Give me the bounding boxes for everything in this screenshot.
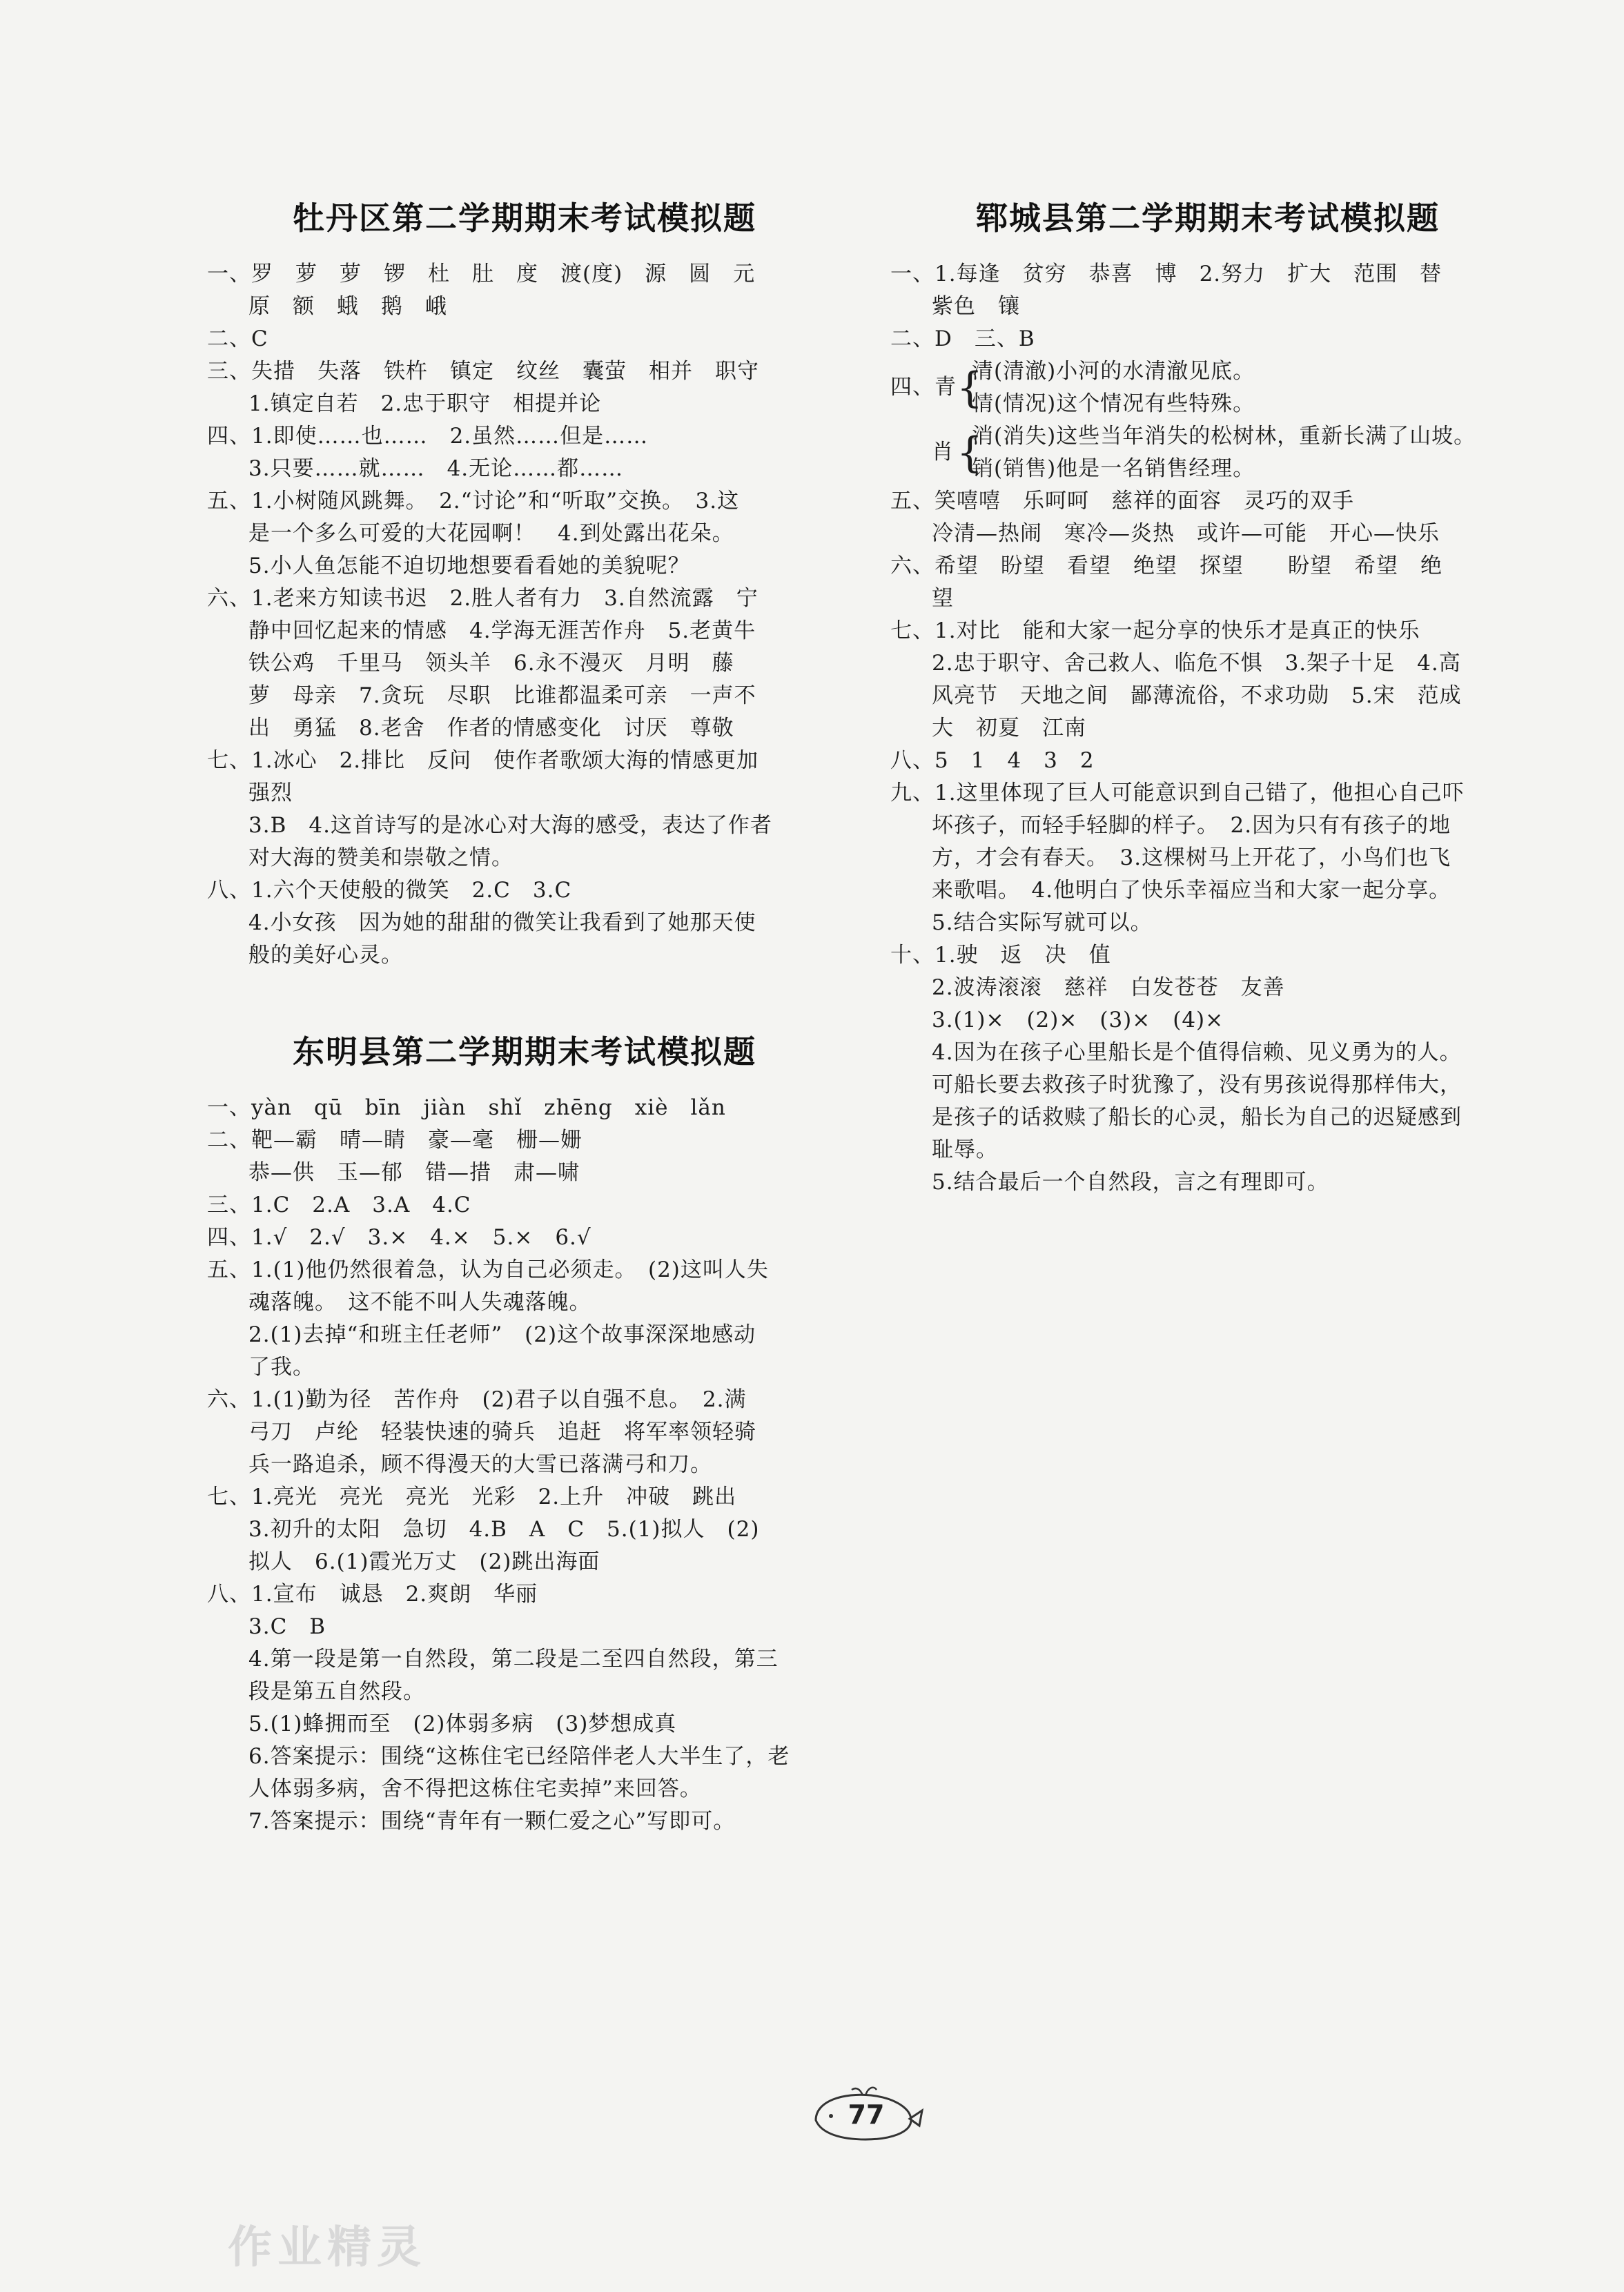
section-title: 东明县第二学期期末考试模拟题 xyxy=(293,1033,756,1070)
answer-text: 销(销售)他是一名销售经理。 xyxy=(972,456,1255,481)
answer-line: 3.B 4.这首诗写的是冰心对大海的感受，表达了作者 xyxy=(248,813,772,838)
answer-line: 十、1.驶 返 决 值 xyxy=(890,943,1111,968)
answer-line: 5.(1)蜂拥而至 (2)体弱多病 (3)梦想成真 xyxy=(248,1712,677,1736)
answer-line: 4.第一段是第一自然段，第二段是二至四自然段，第三 xyxy=(248,1647,779,1672)
answer-line: 弓刀 卢纶 轻装快速的骑兵 追赶 将军率领轻骑 xyxy=(248,1420,756,1444)
answer-line xyxy=(890,355,1525,420)
brace-icon: { xyxy=(957,364,984,412)
answer-line: 四、1.√ 2.√ 3.× 4.× 5.× 6.√ xyxy=(207,1225,591,1250)
answer-line: 出 勇猛 8.老舍 作者的情感变化 讨厌 尊敬 xyxy=(248,716,734,741)
answer-line: 来歌唱。 4.他明白了快乐幸福应当和大家一起分享。 xyxy=(932,878,1451,903)
answer-line: 7.答案提示：围绕“青年有一颗仁爱之心”写即可。 xyxy=(248,1809,736,1834)
answer-line: 六、1.老来方知读书迟 2.胜人者有力 3.自然流露 宁 xyxy=(207,586,759,611)
answer-line: 大 初夏 江南 xyxy=(932,716,1086,741)
section-lines xyxy=(207,258,842,972)
answer-line: 1.镇定自若 2.忠于职守 相提并论 xyxy=(248,391,602,416)
answer-line: 坏孩子，而轻手轻脚的样子。 2.因为只有有孩子的地 xyxy=(932,813,1451,838)
question-label: 肖 xyxy=(932,440,954,464)
answer-text: 情(情况)这个情况有些特殊。 xyxy=(972,391,1255,416)
answer-line: 3.初升的太阳 急切 4.B A C 5.(1)拟人 (2) xyxy=(248,1517,760,1542)
answer-line: 对大海的赞美和崇敬之情。 xyxy=(248,845,513,870)
answer-line: 5.小人鱼怎能不迫切地想要看看她的美貌呢？ xyxy=(248,554,690,578)
section-lines xyxy=(890,258,1525,355)
answer-line: 冷清—热闹 寒冷—炎热 或许—可能 开心—快乐 xyxy=(932,521,1440,546)
answer-line: 五、1.小树随风跳舞。 2.“讨论”和“听取”交换。 3.这 xyxy=(207,489,740,513)
right-column xyxy=(890,193,1525,1199)
answer-line: 可船长要去救孩子时犹豫了，没有男孩说得那样伟大， xyxy=(932,1072,1462,1097)
answer-line: 二、C xyxy=(207,326,268,351)
section-title: 牡丹区第二学期期末考试模拟题 xyxy=(293,199,756,237)
answer-line: 风亮节 天地之间 鄙薄流俗，不求功勋 5.宋 范成 xyxy=(932,683,1462,708)
answer-line: 六、希望 盼望 看望 绝望 探望 盼望 希望 绝 xyxy=(890,554,1442,578)
answer-line: 3.(1)× (2)× (3)× (4)× xyxy=(932,1008,1224,1032)
answer-line: 望 xyxy=(932,586,954,611)
answer-line: 铁公鸡 千里马 领头羊 6.永不漫灭 月明 藤 xyxy=(248,651,734,676)
answer-line: 魂落魄。 这不能不叫人失魂落魄。 xyxy=(248,1290,591,1315)
answer-line: 强烈 xyxy=(248,781,293,805)
answer-line: 静中回忆起来的情感 4.学海无涯苦作舟 5.老黄牛 xyxy=(248,618,756,643)
section-dongming xyxy=(207,1027,842,1838)
answer-line: 二、D 三、B xyxy=(890,326,1035,351)
left-column xyxy=(207,193,842,1838)
question-four-group xyxy=(890,355,1525,485)
answer-line: 三、1.C 2.A 3.A 4.C xyxy=(207,1193,471,1217)
section-title: 郓城县第二学期期末考试模拟题 xyxy=(976,199,1440,237)
answer-line: 七、1.对比 能和大家一起分享的快乐才是真正的快乐 xyxy=(890,618,1420,643)
answer-line: 二、靶—霸 晴—睛 豪—毫 栅—姗 xyxy=(207,1128,583,1153)
answer-text: 清(清澈)小河的水清澈见底。 xyxy=(972,359,1255,384)
answer-line: 4.小女孩 因为她的甜甜的微笑让我看到了她那天使 xyxy=(248,910,756,935)
answer-line: 八、1.宣布 诚恳 2.爽朗 华丽 xyxy=(207,1582,538,1607)
answer-text: 消(消失)这些当年消失的松树林，重新长满了山坡。 xyxy=(972,424,1476,449)
section-lines xyxy=(890,485,1525,1199)
answer-line: 八、5 1 4 3 2 xyxy=(890,748,1095,773)
answer-line: 九、1.这里体现了巨人可能意识到自己错了，他担心自己吓 xyxy=(890,781,1465,805)
answer-line: 3.C B xyxy=(248,1614,326,1639)
answer-line: 兵一路追杀，顾不得漫天的大雪已落满弓和刀。 xyxy=(248,1452,712,1477)
answer-line: 紫色 镶 xyxy=(932,294,1020,319)
answer-line: 了我。 xyxy=(248,1355,315,1380)
page-number-badge xyxy=(808,2084,925,2146)
section-mudan xyxy=(207,193,842,972)
answer-line: 一、罗 萝 萝 锣 杜 肚 度 渡(度) 源 圆 元 xyxy=(207,262,756,286)
answer-line: 5.结合实际写就可以。 xyxy=(932,910,1153,935)
answer-line: 耻辱。 xyxy=(932,1137,998,1162)
page-number: 77 xyxy=(848,2099,885,2130)
answer-line: 5.结合最后一个自然段，言之有理即可。 xyxy=(932,1170,1329,1195)
answer-line: 一、yàn qū bīn jiàn shǐ zhēng xiè lǎn xyxy=(207,1095,726,1120)
answer-line xyxy=(890,420,1525,485)
answer-line: 五、1.(1)他仍然很着急，认为自己必须走。 (2)这叫人失 xyxy=(207,1257,769,1282)
answer-line: 2.波涛滚滚 慈祥 白发苍苍 友善 xyxy=(932,975,1285,1000)
answer-line: 恭—供 玉—郁 错—措 肃—啸 xyxy=(248,1160,580,1185)
answer-line: 六、1.(1)勤为径 苦作舟 (2)君子以自强不息。 2.满 xyxy=(207,1387,747,1412)
answer-line: 一、1.每逢 贫穷 恭喜 博 2.努力 扩大 范围 替 xyxy=(890,262,1442,286)
answer-line: 八、1.六个天使般的微笑 2.C 3.C xyxy=(207,878,572,903)
answer-line: 七、1.冰心 2.排比 反问 使作者歌颂大海的情感更加 xyxy=(207,748,759,773)
answer-line: 拟人 6.(1)霞光万丈 (2)跳出海面 xyxy=(248,1549,600,1574)
answer-line: 是孩子的话救赎了船长的心灵，船长为自己的迟疑感到 xyxy=(932,1105,1462,1130)
answer-line: 三、失措 失落 铁杵 镇定 纹丝 囊萤 相并 职守 xyxy=(207,359,759,384)
watermark-text: 作业精灵 xyxy=(228,2222,427,2273)
answer-line: 萝 母亲 7.贪玩 尽职 比谁都温柔可亲 一声不 xyxy=(248,683,756,708)
answer-line: 七、1.亮光 亮光 亮光 光彩 2.上升 冲破 跳出 xyxy=(207,1485,737,1509)
answer-line: 2.(1)去掉“和班主任老师” (2)这个故事深深地感动 xyxy=(248,1322,756,1347)
answer-line: 原 额 蛾 鹅 峨 xyxy=(248,294,447,319)
answer-line: 段是第五自然段。 xyxy=(248,1679,425,1704)
section-lines xyxy=(207,1092,842,1838)
question-label: 四、青 xyxy=(890,375,957,400)
answer-line: 方，才会有春天。 3.这棵树马上开花了，小鸟们也飞 xyxy=(932,845,1451,870)
answer-line: 4.因为在孩子心里船长是个值得信赖、见义勇为的人。 xyxy=(932,1040,1462,1065)
answer-line: 四、1.即使……也…… 2.虽然……但是…… xyxy=(207,424,649,449)
answer-line: 3.只要……就…… 4.无论……都…… xyxy=(248,456,624,481)
answer-line: 2.忠于职守、舍己救人、临危不惧 3.架子十足 4.高 xyxy=(932,651,1461,676)
brace-icon: { xyxy=(957,429,984,477)
answer-line: 般的美好心灵。 xyxy=(248,943,403,968)
answer-line: 人体弱多病，舍不得把这栋住宅卖掉”来回答。 xyxy=(248,1776,702,1801)
answer-line: 是一个多么可爱的大花园啊！ 4.到处露出花朵。 xyxy=(248,521,734,546)
answer-line: 6.答案提示：围绕“这栋住宅已经陪伴老人大半生了，老 xyxy=(248,1744,790,1769)
answer-line: 五、笑嘻嘻 乐呵呵 慈祥的面容 灵巧的双手 xyxy=(890,489,1354,513)
